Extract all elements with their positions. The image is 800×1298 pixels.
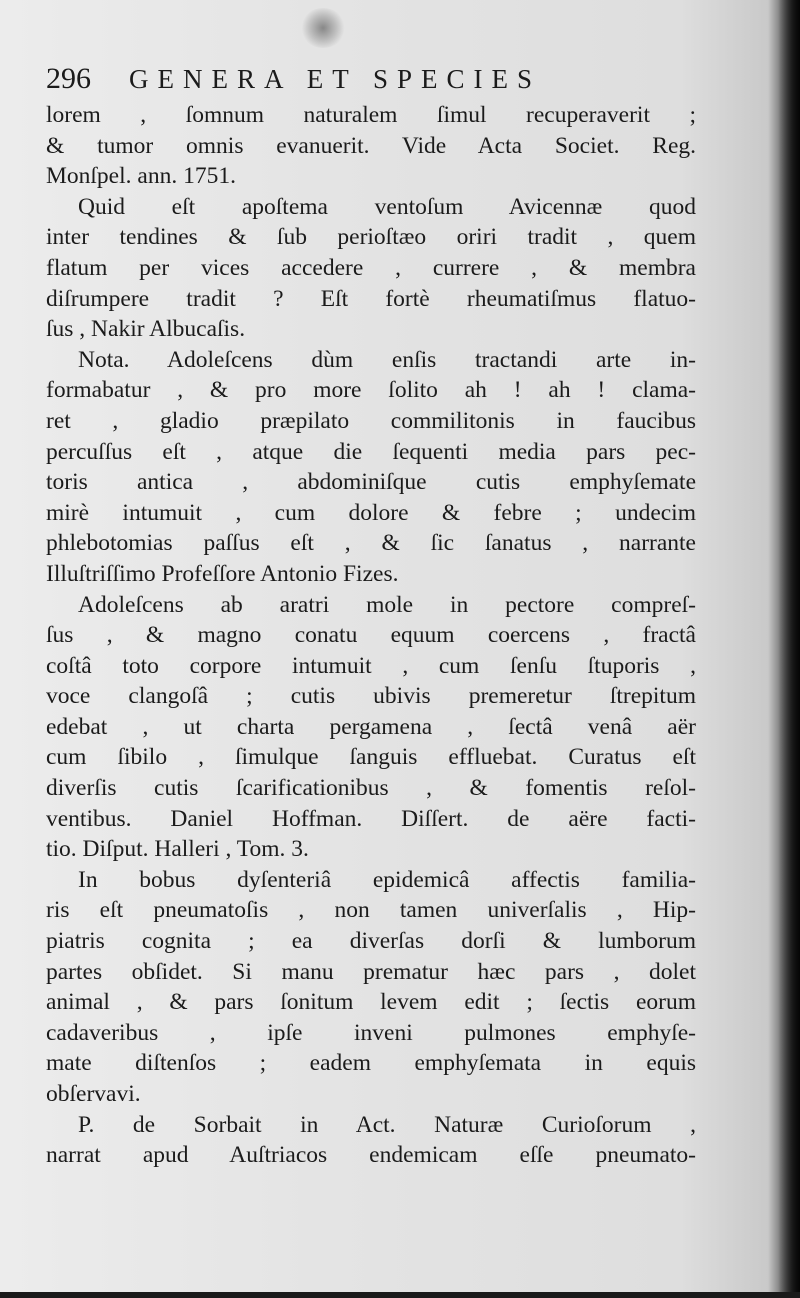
paragraph-start-line: Quid eſt apoſtema ventoſum Avicennæ quod — [78, 193, 696, 220]
text-line: cum ſibilo , ſimulque ſanguis effluebat. Curatus eſt — [46, 744, 696, 771]
text-line: lorem , ſomnum naturalem ſimul recuperaverit ; — [46, 102, 696, 128]
text-line: ventibus. Daniel Hoffman. Diſſert. de aëre facti- — [46, 805, 696, 832]
page-header — [46, 62, 696, 102]
text-line: edebat , ut charta pergamena , ſectâ venâ aër — [46, 713, 696, 740]
text-line: mate diſtenſos ; eadem emphyſemata in equis — [46, 1050, 696, 1077]
running-title: GENERA ET SPECIES — [129, 64, 542, 94]
paragraph-start-line: In bobus dyſenteriâ epidemicâ affectis familia- — [78, 866, 696, 893]
page-number: 296 — [46, 62, 91, 95]
text-line: narrat apud Auſtriacos endemicam eſſe pneumato- — [46, 1142, 696, 1169]
paragraph-start-line: Nota. Adoleſcens dùm enſis tractandi arte in- — [78, 346, 696, 373]
text-line: ris eſt pneumatoſis , non tamen univerſalis , Hip- — [46, 897, 696, 924]
text-line: inter tendines & ſub perioſtæo oriri tradit , quem — [46, 224, 696, 251]
scan-edge — [0, 1292, 800, 1298]
text-line: diſrumpere tradit ? Eſt fortè rheumatiſmus flatuo- — [46, 285, 696, 312]
text-line: diverſis cutis ſcarificationibus , & fomentis reſol- — [46, 775, 696, 802]
binding-shadow — [778, 0, 800, 1298]
ink-stain — [300, 8, 346, 48]
text-line: coſtâ toto corpore intumuit , cum ſenſu ſtuporis , — [46, 652, 696, 679]
text-line: ret , gladio præpilato commilitonis in faucibus — [46, 407, 696, 434]
text-line: formabatur , & pro more ſolito ah ! ah ! clama- — [46, 377, 696, 404]
text-line: percuſſus eſt , atque die ſequenti media pars pec- — [46, 438, 696, 465]
text-line: ſus , & magno conatu equum coercens , fractâ — [46, 622, 696, 649]
paragraph-start-line: P. de Sorbait in Act. Naturæ Curioſorum , — [78, 1111, 696, 1138]
text-line: ſus , Nakir Albucaſis. — [46, 316, 246, 343]
text-line: obſervavi. — [46, 1081, 141, 1107]
text-line: Monſpel. ann. 1751. — [46, 163, 236, 190]
text-line: partes obſidet. Si manu prematur hæc pars , dolet — [46, 958, 696, 985]
text-line: Illuſtriſſimo Profeſſore Antonio Fizes. — [46, 560, 399, 587]
text-line: cadaveribus , ipſe inveni pulmones emphyſe- — [46, 1019, 696, 1046]
text-line: phlebotomias paſſus eſt , & ſic ſanatus , narrante — [46, 530, 696, 557]
body-text — [46, 100, 696, 1171]
text-line: tio. Diſput. Halleri , Tom. 3. — [46, 836, 309, 863]
text-line: piatris cognita ; ea diverſas dorſi & lumborum — [46, 928, 696, 955]
text-line: flatum per vices accedere , currere , & membra — [46, 254, 696, 281]
text-line: mirè intumuit , cum dolore & febre ; undecim — [46, 499, 696, 526]
text-line: toris antica , abdominiſque cutis emphyſemate — [46, 469, 696, 496]
paragraph-start-line: Adoleſcens ab aratri mole in pectore compreſ- — [78, 591, 696, 618]
text-line: & tumor omnis evanuerit. Vide Acta Societ. Reg. — [46, 132, 696, 159]
text-line: animal , & pars ſonitum levem edit ; ſectis eorum — [46, 989, 696, 1016]
text-line: voce clangoſâ ; cutis ubivis premeretur ſtrepitum — [46, 683, 696, 710]
